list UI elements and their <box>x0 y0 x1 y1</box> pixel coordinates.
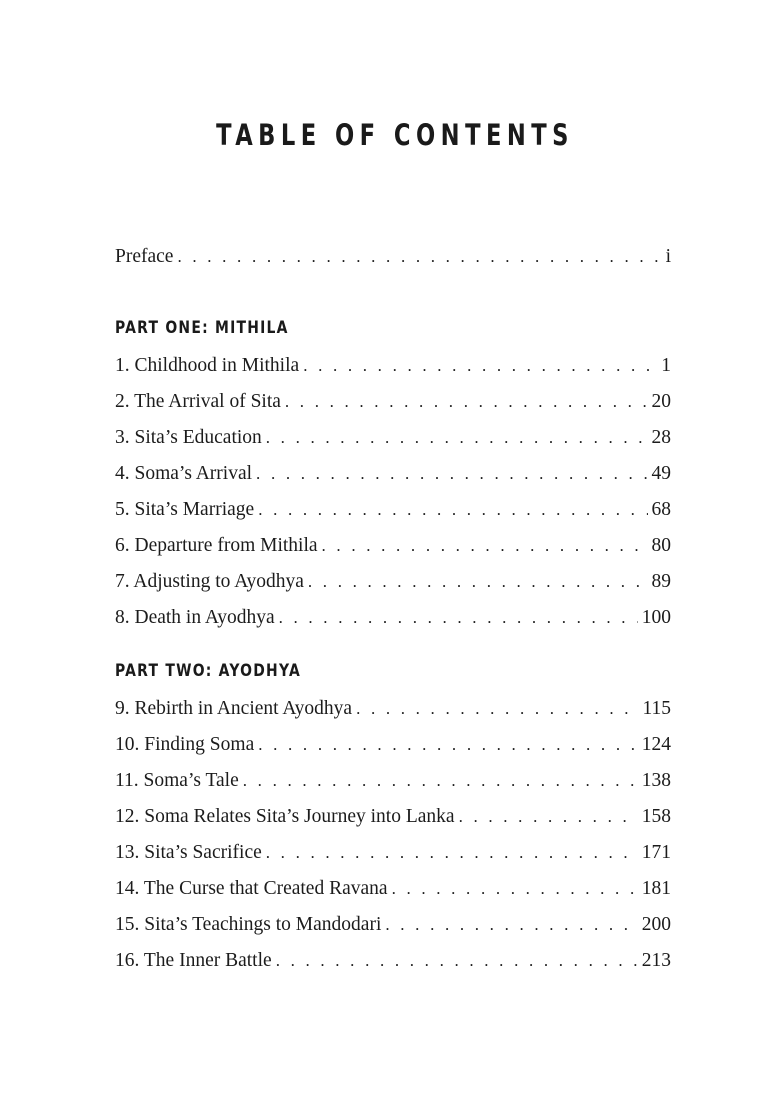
dot-leader <box>258 498 647 522</box>
toc-entry <box>115 769 671 793</box>
toc-entry <box>115 498 671 522</box>
toc-page-number: 115 <box>642 698 671 719</box>
dot-leader <box>308 570 648 594</box>
toc-entry-label: 14. The Curse that Created Ravana <box>115 878 388 899</box>
toc-entry <box>115 570 671 594</box>
toc-page-number: 171 <box>641 842 671 863</box>
toc-entry <box>115 877 671 901</box>
toc-entry-label: 11. Soma’s Tale <box>115 770 239 791</box>
part-heading-one: PART ONE: MITHILA <box>115 318 289 338</box>
toc-page-number: 124 <box>641 734 671 755</box>
toc-entry-label: 8. Death in Ayodhya <box>115 607 275 628</box>
toc-entry <box>115 697 671 721</box>
toc-entry <box>115 390 671 414</box>
toc-entry-label: 5. Sita’s Marriage <box>115 499 255 520</box>
toc-entry-label: 3. Sita’s Education <box>115 427 262 448</box>
dot-leader <box>276 949 638 973</box>
toc-page-number: 158 <box>641 806 671 827</box>
dot-leader <box>385 913 637 937</box>
toc-entry-label: 15. Sita’s Teachings to Mandodari <box>115 914 382 935</box>
toc-page-number: 1 <box>661 355 671 376</box>
dot-leader <box>258 733 638 757</box>
dot-leader <box>303 354 657 378</box>
toc-entry <box>115 534 671 558</box>
toc-entry-label: 2. The Arrival of Sita <box>115 391 281 412</box>
dot-leader <box>256 462 647 486</box>
toc-page-number: 49 <box>651 463 671 484</box>
toc-entry-label: 7. Adjusting to Ayodhya <box>115 571 304 592</box>
toc-entry <box>115 733 671 757</box>
toc-page-number: 68 <box>651 499 671 520</box>
toc-entry <box>115 913 671 937</box>
toc-entry <box>115 606 671 630</box>
toc-page-number: 80 <box>651 535 671 556</box>
toc-entry-label: 6. Departure from Mithila <box>115 535 318 556</box>
dot-leader <box>459 805 638 829</box>
toc-entry-label: 16. The Inner Battle <box>115 950 272 971</box>
toc-page-number: 100 <box>641 607 671 628</box>
toc-page-number: 89 <box>651 571 671 592</box>
toc-entry-label: 1. Childhood in Mithila <box>115 355 300 376</box>
toc-entry-label: 4. Soma’s Arrival <box>115 463 253 484</box>
toc-page-number: i <box>665 246 671 267</box>
toc-entry-label: 9. Rebirth in Ancient Ayodhya <box>115 698 353 719</box>
page-title: TABLE OF CONTENTS <box>216 118 574 152</box>
toc-entry-label: 10. Finding Soma <box>115 734 255 755</box>
dot-leader <box>285 390 648 414</box>
toc-page-number: 20 <box>651 391 671 412</box>
dot-leader <box>322 534 648 558</box>
toc-entry-label: 12. Soma Relates Sita’s Journey into Lanka <box>115 806 455 827</box>
toc-entry <box>115 805 671 829</box>
toc-entry-label: 13. Sita’s Sacrifice <box>115 842 262 863</box>
toc-entry <box>115 949 671 973</box>
dot-leader <box>243 769 638 793</box>
dot-leader <box>392 877 638 901</box>
toc-entry <box>115 841 671 865</box>
toc-entry <box>115 354 671 378</box>
dot-leader <box>279 606 638 630</box>
toc-entry <box>115 462 671 486</box>
toc-page-number: 28 <box>651 427 671 448</box>
dot-leader <box>177 245 661 269</box>
dot-leader <box>356 697 638 721</box>
dot-leader <box>266 841 638 865</box>
toc-entry <box>115 426 671 450</box>
part-heading-two: PART TWO: AYODHYA <box>115 661 301 681</box>
toc-page-number: 213 <box>641 950 671 971</box>
toc-page-number: 181 <box>641 878 671 899</box>
toc-page-number: 138 <box>641 770 671 791</box>
toc-page-number: 200 <box>641 914 671 935</box>
toc-entry-label: Preface <box>115 246 174 267</box>
dot-leader <box>266 426 648 450</box>
toc-entry-preface <box>115 245 671 269</box>
